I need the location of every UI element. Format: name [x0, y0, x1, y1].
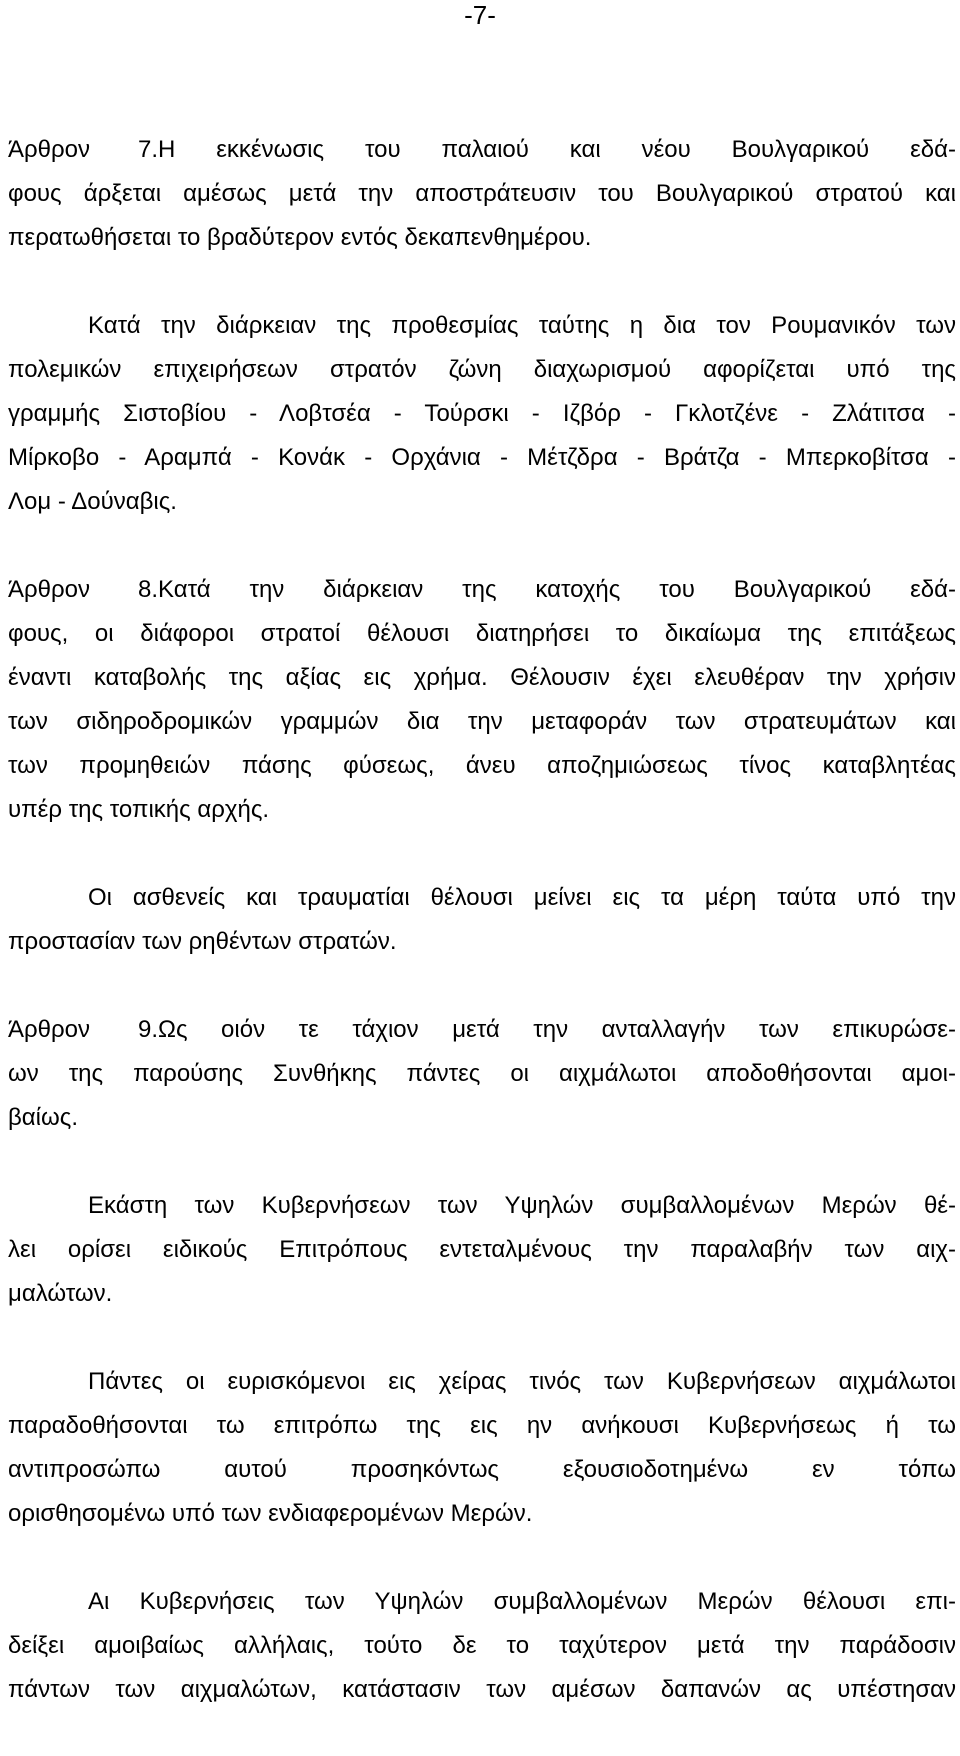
- text-line: [8, 1052, 956, 1096]
- line-text: Αι Κυβερνήσεις των Υψηλών συμβαλλομένων Μερών θέλουσι επι-: [88, 1588, 956, 1615]
- text-line: [8, 216, 956, 260]
- text-line: [8, 1448, 956, 1492]
- line-text: πάντων των αιχμαλώτων, κατάστασιν των αμέσων δαπανών ας υπέστησαν: [8, 1676, 956, 1703]
- paragraph: [8, 1360, 956, 1536]
- paragraph: [8, 1580, 956, 1712]
- text-line: [8, 348, 956, 392]
- text-line: [8, 436, 956, 480]
- line-text: φους, οι διάφοροι στρατοί θέλουσι διατηρήσει το δικαίωμα της επιτάξεως: [8, 620, 956, 647]
- line-text: Λομ - Δούναβις.: [8, 488, 177, 515]
- line-text: δείξει αμοιβαίως αλλήλαις, τούτο δε το ταχύτερον μετά την παράδοσιν: [8, 1632, 956, 1659]
- text-line: [8, 128, 956, 172]
- line-text: των σιδηροδρομικών γραμμών δια την μεταφοράν των στρατευμάτων και: [8, 708, 956, 735]
- text-line: [8, 1668, 956, 1712]
- line-text: αντιπροσώπω αυτού προσηκόντως εξουσιοδοτημένω εν τόπω: [8, 1456, 956, 1483]
- text-line: [8, 392, 956, 436]
- line-text: υπέρ της τοπικής αρχής.: [8, 796, 270, 823]
- text-line: [8, 1360, 956, 1404]
- article-label: Άρθρον 7.: [8, 136, 158, 163]
- line-text: περατωθήσεται το βραδύτερον εντός δεκαπενθημέρου.: [8, 224, 592, 251]
- paragraph: [8, 304, 956, 524]
- paragraph: [8, 1008, 956, 1140]
- line-text: ων της παρούσης Συνθήκης πάντες οι αιχμάλωτοι αποδοθήσονται αμοι-: [8, 1060, 956, 1087]
- text-line: [8, 1272, 956, 1316]
- text-line: [8, 1008, 956, 1052]
- text-line: [8, 1492, 956, 1536]
- line-text: γραμμής Σιστοβίου - Λοβτσέα - Τούρσκι - Ιζβόρ - Γκλοτζένε - Ζλάτιτσα -: [8, 400, 956, 427]
- text-line: [8, 656, 956, 700]
- line-text: παραδοθήσονται τω επιτρόπω της εις ην ανήκουσι Κυβερνήσεως ή τω: [8, 1412, 956, 1439]
- text-line: [8, 1580, 956, 1624]
- paragraph: [8, 568, 956, 832]
- line-text: προστασίαν των ρηθέντων στρατών.: [8, 928, 397, 955]
- text-line: [8, 1624, 956, 1668]
- text-line: [8, 920, 956, 964]
- text-line: [8, 788, 956, 832]
- article-label: Άρθρον 8.: [8, 576, 158, 603]
- text-line: [8, 744, 956, 788]
- text-line: [8, 612, 956, 656]
- text-line: [8, 1404, 956, 1448]
- text-line: [8, 480, 956, 524]
- line-text: Οι ασθενείς και τραυματίαι θέλουσι μείνει εις τα μέρη ταύτα υπό την: [88, 884, 956, 911]
- line-text: Ως οιόν τε τάχιον μετά την ανταλλαγήν των επικυρώσε-: [158, 1016, 956, 1043]
- line-text: Η εκκένωσις του παλαιού και νέου Βουλγαρικού εδά-: [158, 136, 956, 163]
- text-line: [8, 1096, 956, 1140]
- text-line: [8, 304, 956, 348]
- text-line: [8, 568, 956, 612]
- line-text: Πάντες οι ευρισκόμενοι εις χείρας τινός των Κυβερνήσεων αιχμάλωτοι: [88, 1368, 956, 1395]
- line-text: πολεμικών επιχειρήσεων στρατόν ζώνη διαχωρισμού αφορίζεται υπό της: [8, 356, 956, 383]
- page-number: -7-: [464, 0, 496, 30]
- text-line: [8, 1184, 956, 1228]
- text-line: [8, 172, 956, 216]
- paragraph: [8, 1184, 956, 1316]
- line-text: μαλώτων.: [8, 1280, 113, 1307]
- document-body: [8, 128, 956, 1756]
- line-text: Εκάστη των Κυβερνήσεων των Υψηλών συμβαλλομένων Μερών θέ-: [88, 1192, 956, 1219]
- line-text: έναντι καταβολής της αξίας εις χρήμα. Θέλουσιν έχει ελευθέραν την χρήσιν: [8, 664, 956, 691]
- paragraph: [8, 876, 956, 964]
- line-text: ορισθησομένω υπό των ενδιαφερομένων Μερών.: [8, 1500, 533, 1527]
- text-line: [8, 700, 956, 744]
- line-text: Κατά την διάρκειαν της προθεσμίας ταύτης η δια τον Ρουμανικόν των: [88, 312, 956, 339]
- text-line: [8, 876, 956, 920]
- line-text: Κατά την διάρκειαν της κατοχής του Βουλγαρικού εδά-: [158, 576, 956, 603]
- line-text: λει ορίσει ειδικούς Επιτρόπους εντεταλμένους την παραλαβήν των αιχ-: [8, 1236, 956, 1263]
- line-text: φους άρξεται αμέσως μετά την αποστράτευσιν του Βουλγαρικού στρατού και: [8, 180, 956, 207]
- line-text: Μίρκοβο - Αραμπά - Κονάκ - Ορχάνια - Μέτζδρα - Βράτζα - Μπερκοβίτσα -: [8, 444, 956, 471]
- article-label: Άρθρον 9.: [8, 1016, 158, 1043]
- paragraph: [8, 128, 956, 260]
- line-text: βαίως.: [8, 1104, 78, 1131]
- text-line: [8, 1228, 956, 1272]
- line-text: των προμηθειών πάσης φύσεως, άνευ αποζημιώσεως τίνος καταβλητέας: [8, 752, 956, 779]
